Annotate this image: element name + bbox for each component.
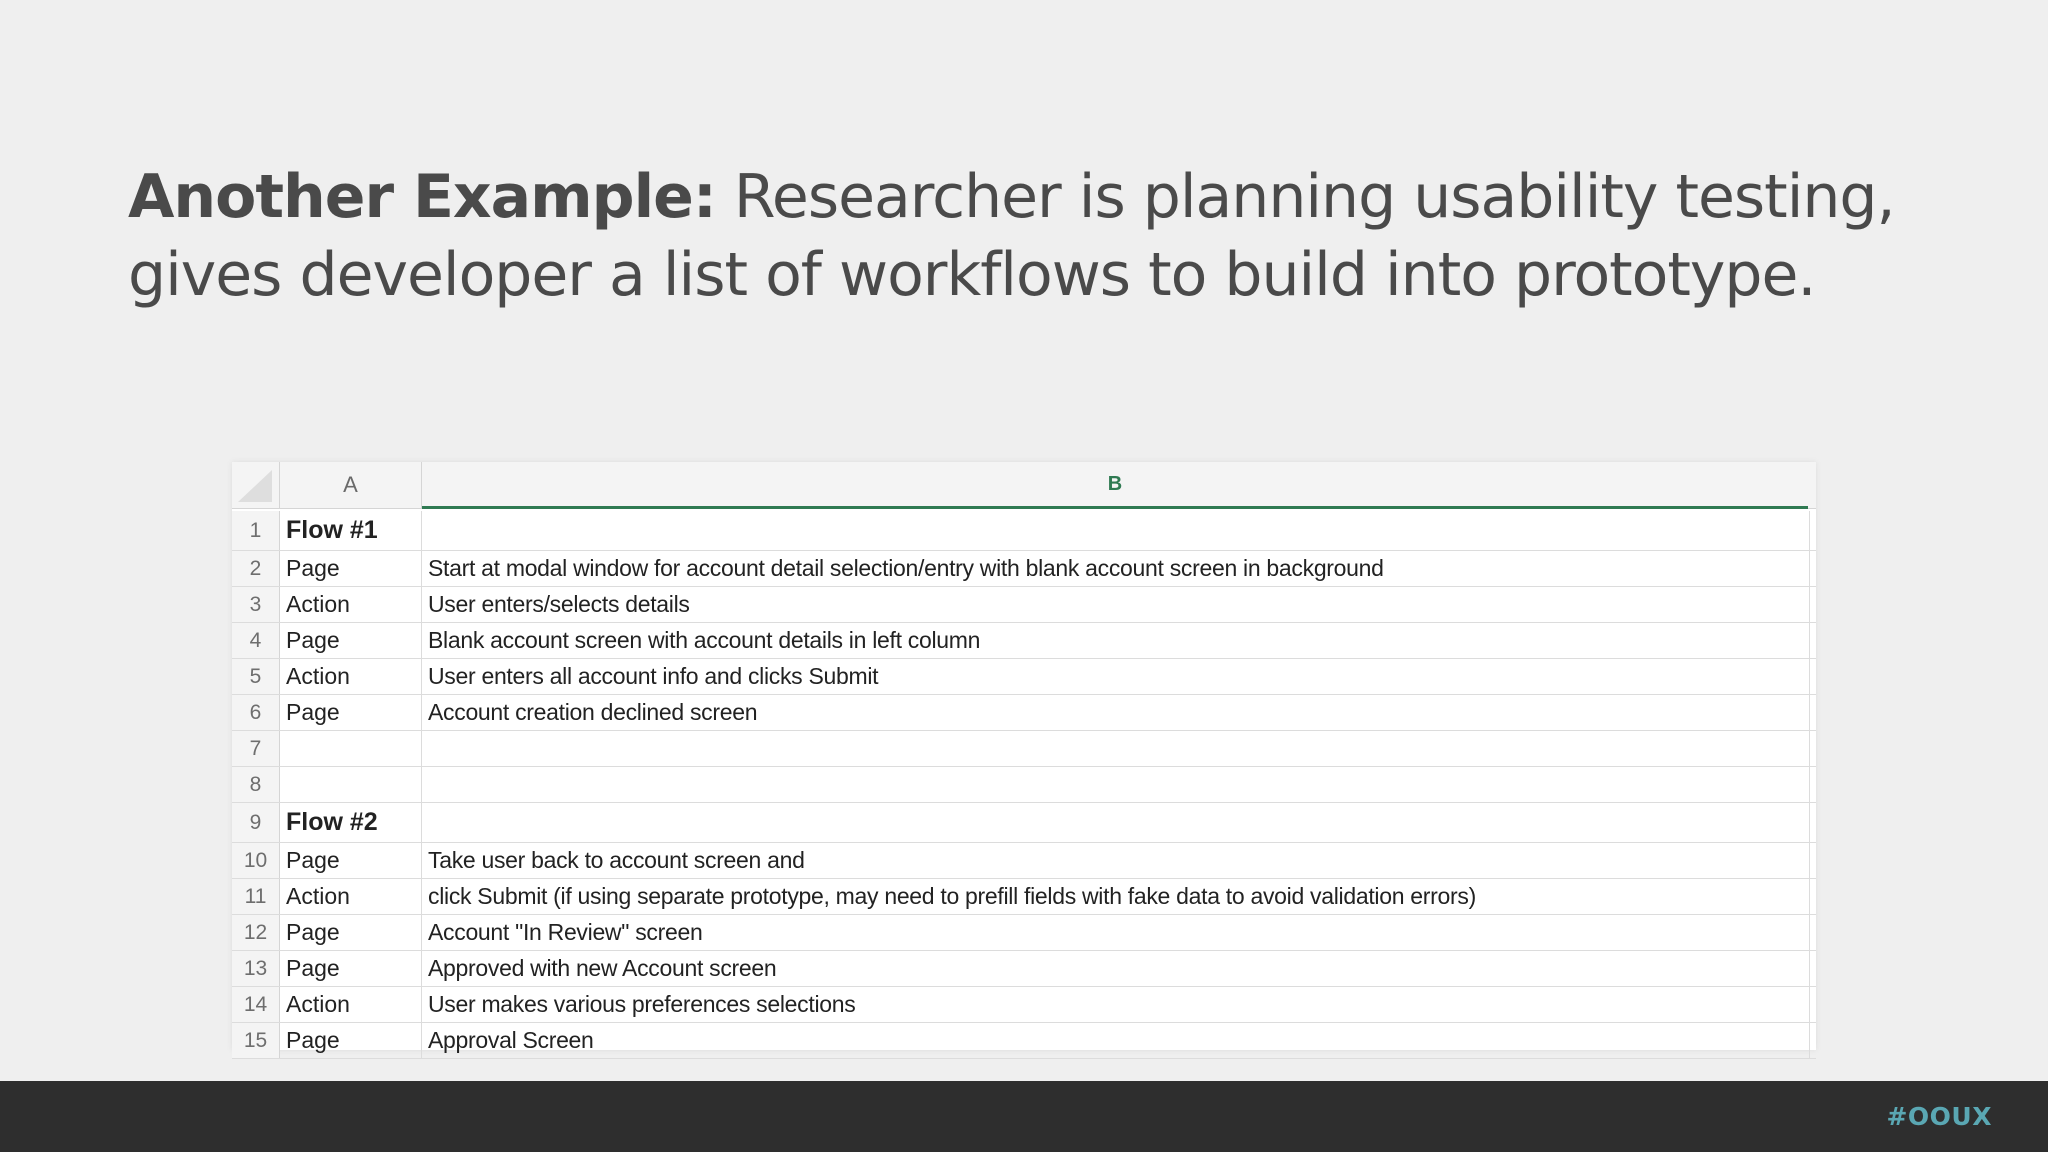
table-row	[232, 511, 1816, 551]
row-number[interactable]: 8	[232, 767, 280, 802]
cell-b[interactable]: Blank account screen with account details in left column	[422, 623, 1810, 658]
cell-a[interactable]: Page	[280, 623, 422, 658]
cell-a[interactable]: Action	[280, 587, 422, 622]
table-row	[232, 767, 1816, 803]
row-number[interactable]: 5	[232, 659, 280, 694]
cell-a[interactable]: Flow #2	[280, 803, 422, 842]
cell-b[interactable]: Account creation declined screen	[422, 695, 1810, 730]
cell-b[interactable]	[422, 731, 1810, 766]
cell-a[interactable]	[280, 767, 422, 802]
row-number[interactable]: 13	[232, 951, 280, 986]
cell-a[interactable]: Page	[280, 951, 422, 986]
cell-b[interactable]: User enters/selects details	[422, 587, 1810, 622]
row-number[interactable]: 11	[232, 879, 280, 914]
cell-a[interactable]: Page	[280, 695, 422, 730]
slide-title	[128, 158, 1928, 314]
footer-bar	[0, 1081, 2048, 1152]
column-header-row	[232, 462, 1816, 509]
row-number[interactable]: 1	[232, 511, 280, 550]
cell-a[interactable]: Action	[280, 987, 422, 1022]
table-row	[232, 987, 1816, 1023]
table-row	[232, 915, 1816, 951]
table-row	[232, 659, 1816, 695]
cell-b[interactable]	[422, 511, 1810, 550]
spreadsheet-screenshot	[232, 462, 1816, 1053]
cell-b[interactable]: User enters all account info and clicks Submit	[422, 659, 1810, 694]
row-number[interactable]: 9	[232, 803, 280, 842]
table-row	[232, 1023, 1816, 1059]
cell-b[interactable]: Approved with new Account screen	[422, 951, 1810, 986]
row-number[interactable]: 6	[232, 695, 280, 730]
row-number[interactable]: 10	[232, 843, 280, 878]
slide-title-rest: Researcher is planning usability testing, gives developer a list of workflows to build into prototype.	[128, 162, 1895, 310]
table-row	[232, 731, 1816, 767]
table-row	[232, 879, 1816, 915]
row-number[interactable]: 3	[232, 587, 280, 622]
row-number[interactable]: 7	[232, 731, 280, 766]
cell-b[interactable]	[422, 767, 1810, 802]
table-row	[232, 587, 1816, 623]
row-number[interactable]: 4	[232, 623, 280, 658]
cell-b[interactable]: click Submit (if using separate prototype, may need to prefill fields with fake data to avoid validation errors)	[422, 879, 1810, 914]
cell-b[interactable]: Start at modal window for account detail selection/entry with blank account screen in background	[422, 551, 1810, 586]
select-all-corner[interactable]	[232, 462, 280, 508]
cell-b[interactable]: Account "In Review" screen	[422, 915, 1810, 950]
row-number[interactable]: 2	[232, 551, 280, 586]
cell-a[interactable]	[280, 731, 422, 766]
table-row	[232, 843, 1816, 879]
cell-a[interactable]: Action	[280, 879, 422, 914]
cell-b[interactable]: Take user back to account screen and	[422, 843, 1810, 878]
table-row	[232, 803, 1816, 843]
row-number[interactable]: 15	[232, 1023, 280, 1058]
cell-a[interactable]: Page	[280, 1023, 422, 1058]
column-header-a[interactable]: A	[280, 462, 422, 508]
cell-a[interactable]: Action	[280, 659, 422, 694]
row-number[interactable]: 14	[232, 987, 280, 1022]
select-all-triangle-icon	[238, 470, 272, 502]
cell-a[interactable]: Page	[280, 843, 422, 878]
cell-b[interactable]: User makes various preferences selections	[422, 987, 1810, 1022]
sheet-rows	[232, 511, 1816, 1059]
table-row	[232, 551, 1816, 587]
cell-a[interactable]: Page	[280, 551, 422, 586]
cell-b[interactable]	[422, 803, 1810, 842]
cell-a[interactable]: Page	[280, 915, 422, 950]
slide-title-bold: Another Example:	[128, 162, 716, 232]
table-row	[232, 951, 1816, 987]
hashtag-label: #OOUX	[1886, 1102, 1992, 1131]
row-number[interactable]: 12	[232, 915, 280, 950]
cell-b[interactable]: Approval Screen	[422, 1023, 1810, 1058]
table-row	[232, 623, 1816, 659]
table-row	[232, 695, 1816, 731]
cell-a[interactable]: Flow #1	[280, 511, 422, 550]
column-header-b[interactable]: B	[422, 462, 1808, 509]
